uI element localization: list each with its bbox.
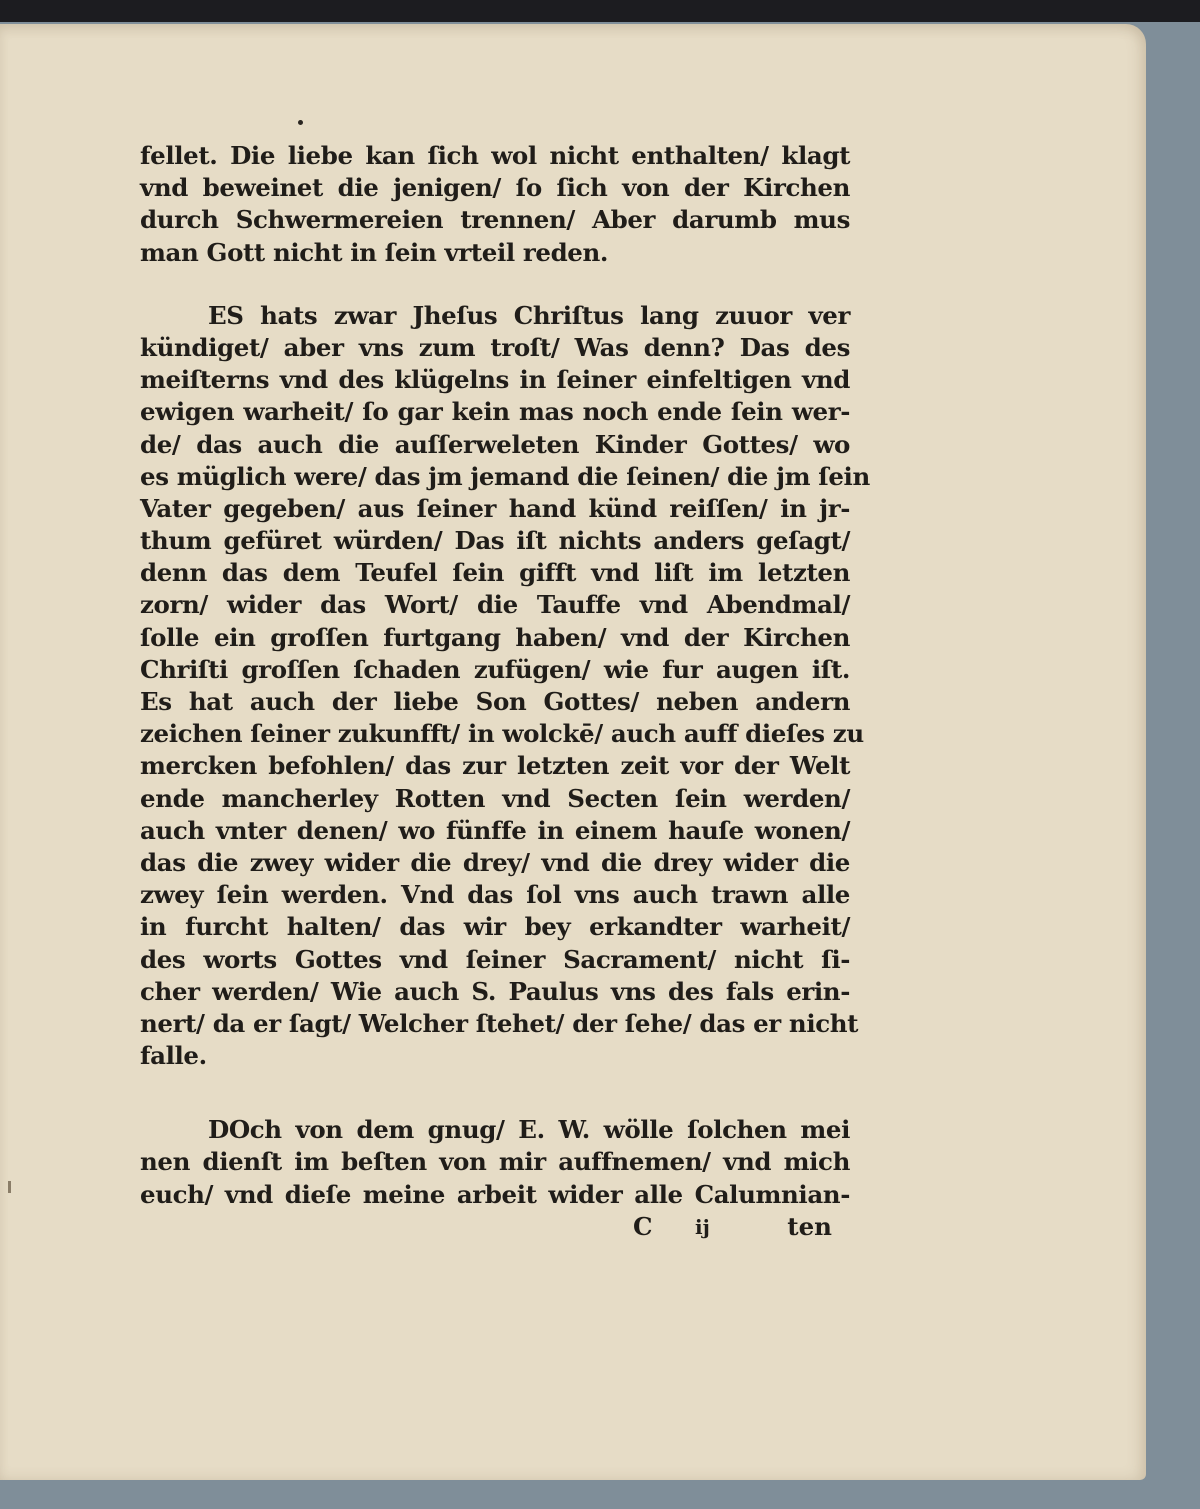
text-line: cher werden/ Wie auch S. Paulus vns des fals erin- [140, 976, 850, 1006]
text-line: DOch von dem gnug/ E. W. wölle ſolchen mei [208, 1115, 850, 1145]
text-line: falle. [140, 1041, 207, 1071]
text-line: Vater gegeben/ aus ſeiner hand künd reiſſen/ in jr- [140, 493, 850, 523]
signature-number: ij [695, 1214, 710, 1239]
text-line: in furcht halten/ das wir bey erkandter warheit/ [140, 912, 850, 942]
text-line: durch Schwermereien trennen/ Aber darumb mus [140, 205, 850, 235]
text-line: thum gefüret würden/ Das iſt nichts anders geſagt/ [140, 526, 850, 556]
text-line: das die zwey wider die drey/ vnd die drey wider die [140, 847, 850, 877]
text-line: denn das dem Teufel ſein gifft vnd liſt im letzten [140, 558, 850, 588]
text-line: es müglich were/ das jm jemand die ſeinen/ die jm ſein [140, 461, 870, 491]
text-line: nert/ da er ſagt/ Welcher ſtehet/ der ſehe/ das er nicht [140, 1008, 859, 1038]
page-dot [298, 120, 303, 125]
text-line: euch/ vnd dieſe meine arbeit wider alle Calumnian- [140, 1179, 850, 1209]
signature-mark: C [633, 1211, 653, 1241]
text-line: meiſterns vnd des klügelns in ſeiner einfeltigen vnd [140, 365, 850, 395]
paragraph-gap [140, 269, 850, 300]
page-text-block [140, 140, 870, 1243]
text-line: zwey ſein werden. Vnd das ſol vns auch trawn alle [140, 880, 850, 910]
paragraph-gap [140, 1072, 850, 1114]
text-line: ende mancherley Rotten vnd Secten ſein werden/ [140, 783, 850, 813]
text-line: Chriſti groſſen ſchaden zufügen/ wie fur augen iſt. [140, 654, 850, 684]
text-line: vnd beweinet die jenigen/ ſo ſich von der Kirchen [140, 173, 850, 203]
text-line: Es hat auch der liebe Son Gottes/ neben andern [140, 687, 850, 716]
text-line: mercken befohlen/ das zur letzten zeit vor der Welt [140, 751, 850, 781]
text-line: fellet. Die liebe kan ſich wol nicht enthalten/ klagt [140, 141, 850, 170]
text-line: zorn/ wider das Wort/ die Tauffe vnd Abendmal/ [140, 590, 850, 620]
text-line: ſolle ein groſſen furtgang haben/ vnd der Kirchen [140, 622, 850, 652]
catchword: ten [787, 1211, 832, 1241]
text-line: de/ das auch die auſſerweleten Kinder Gottes/ wo [140, 429, 850, 459]
text-line: des worts Gottes vnd ſeiner Sacrament/ nicht ſi- [140, 944, 850, 974]
text-line: auch vnter denen/ wo fünffe in einem hauſe wonen/ [140, 815, 850, 845]
text-line: man Gott nicht in ſein vrteil reden. [140, 237, 609, 267]
text-line: zeichen ſeiner zukunfft/ in wolckē/ auch auff dieſes zu [140, 719, 864, 749]
text-line: ES hats zwar Jheſus Chriſtus lang zuuor ver [208, 300, 850, 330]
text-line: ewigen warheit/ ſo gar kein mas noch ende ſein wer- [140, 397, 850, 427]
text-line: kündiget/ aber vns zum troſt/ Was denn? Das des [140, 332, 850, 362]
signature-line [140, 1211, 850, 1243]
margin-mark [8, 1181, 11, 1193]
text-line: nen dienſt im beſten von mir auffnemen/ vnd mich [140, 1147, 850, 1177]
